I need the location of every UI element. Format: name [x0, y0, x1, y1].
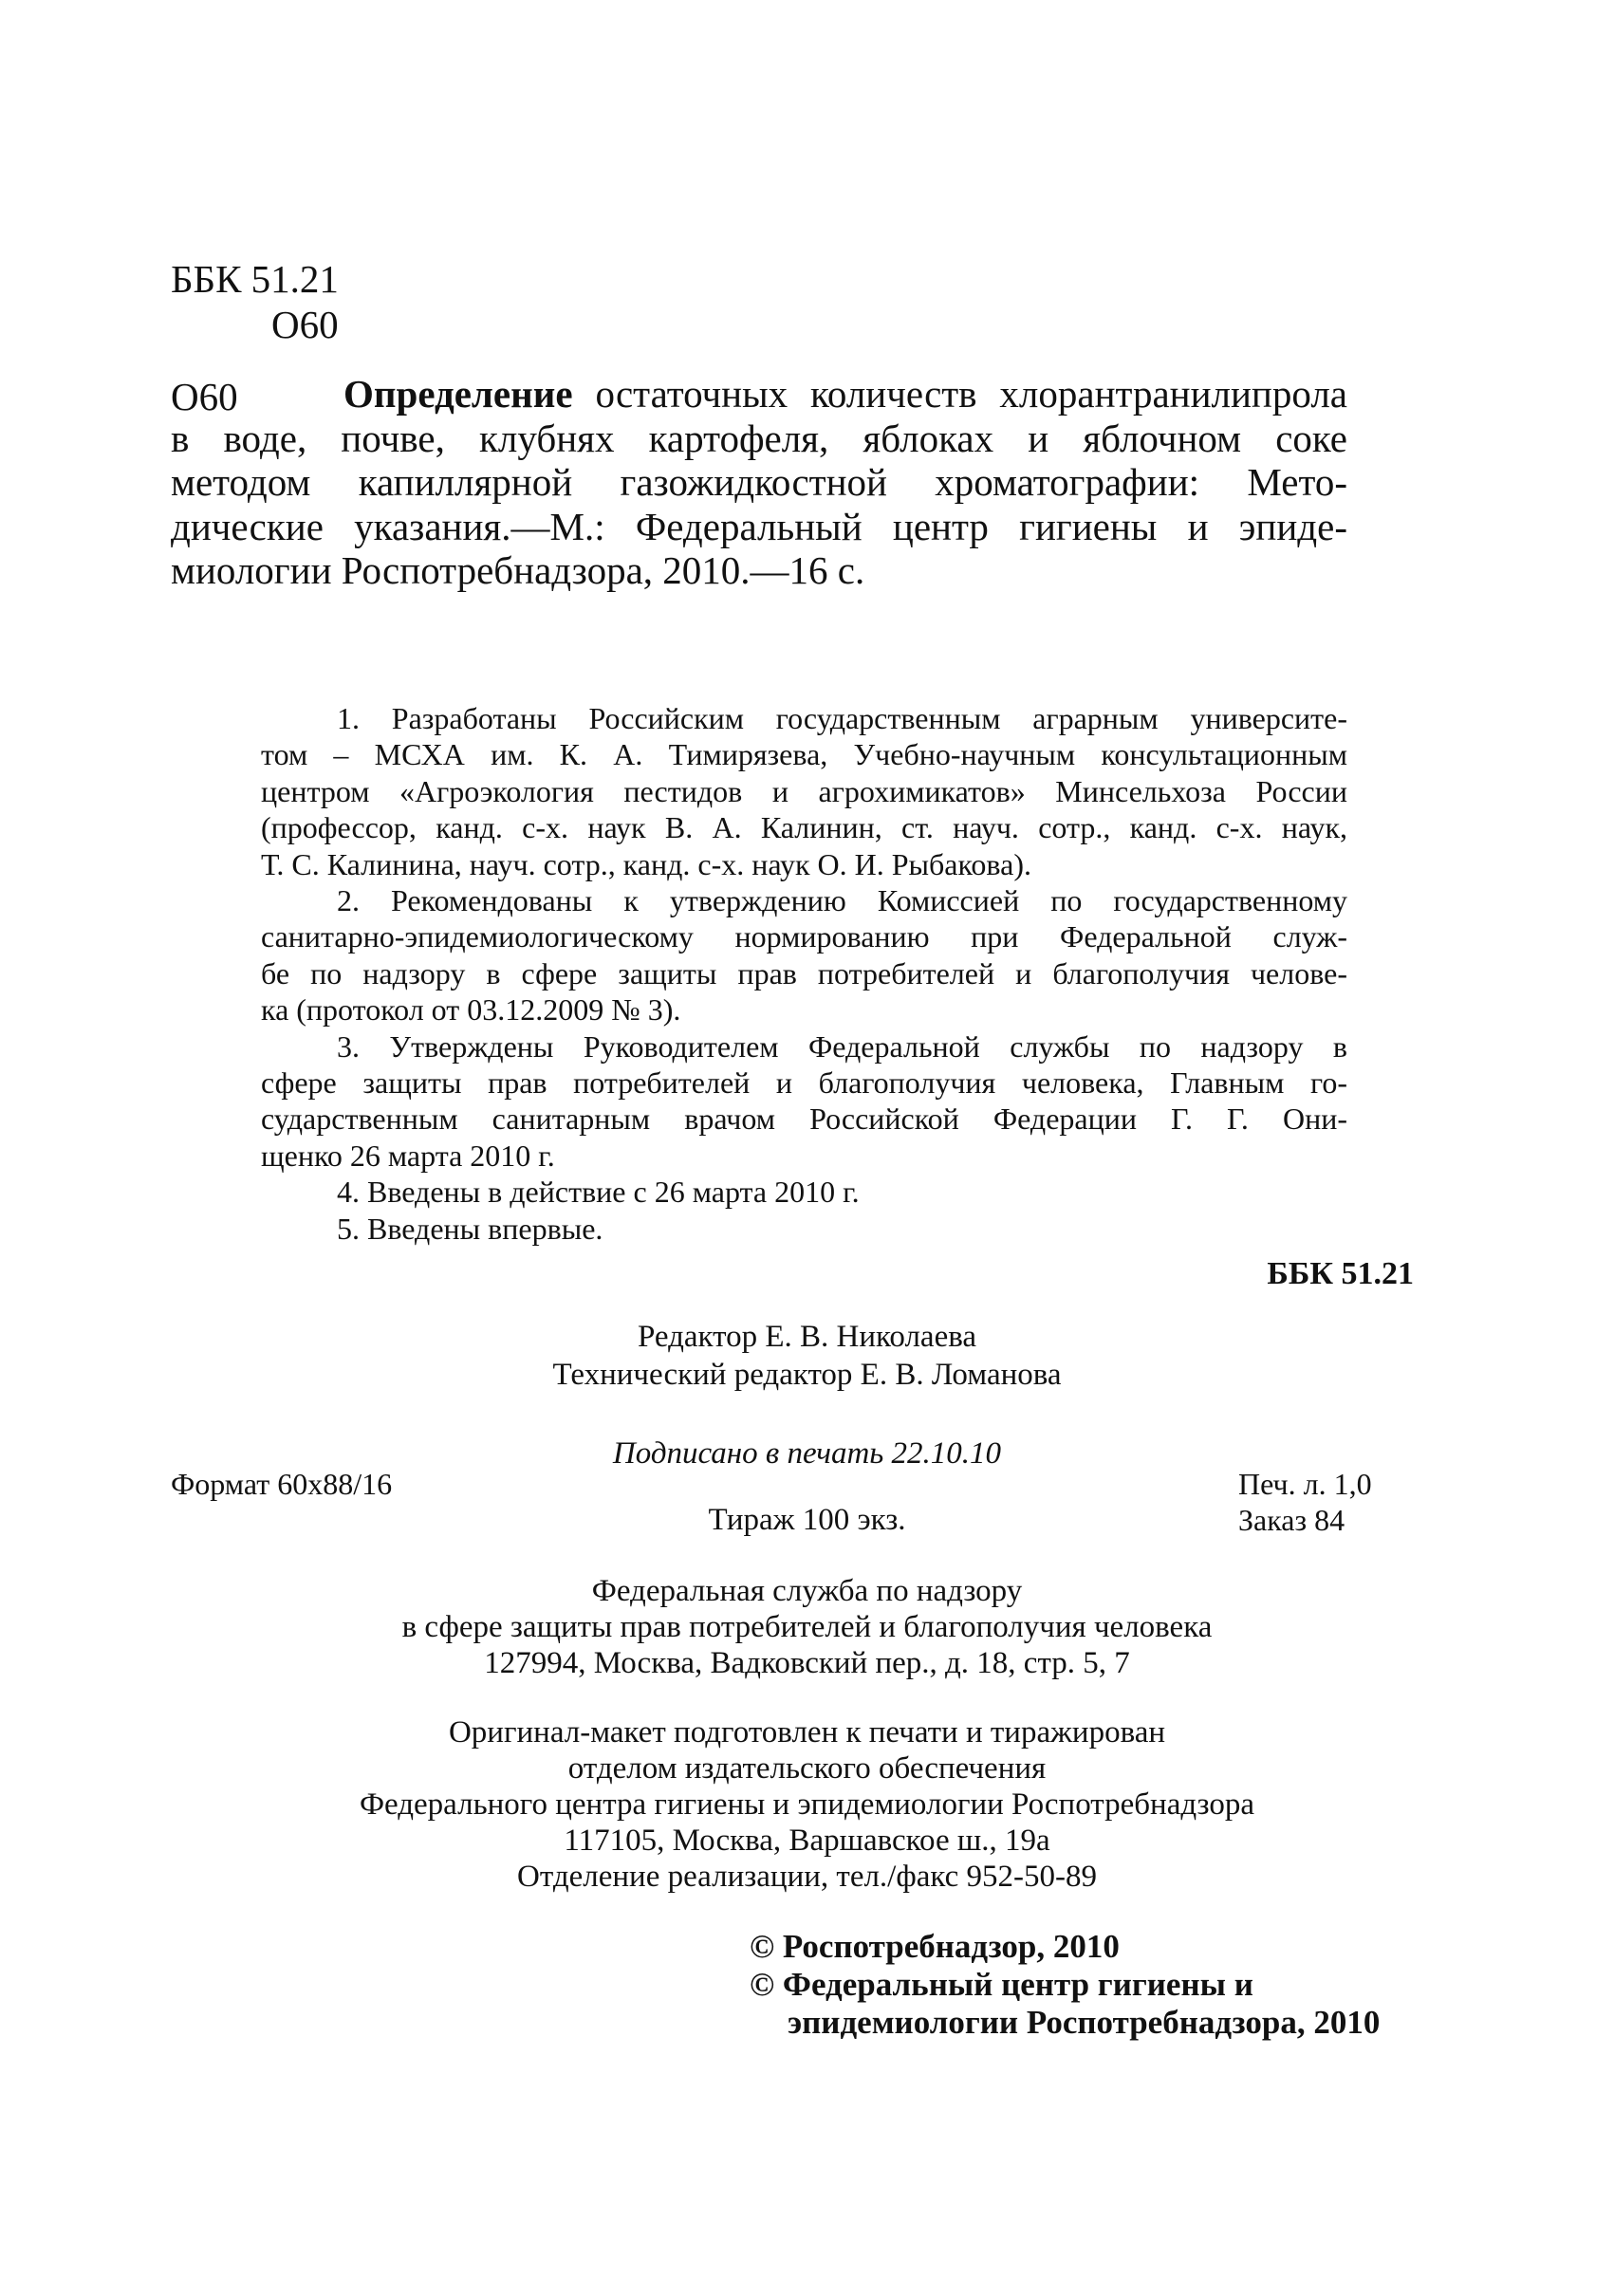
note-line: бе по надзору в сфере защиты прав потребителей и благополучия челове-: [261, 955, 1347, 991]
note-line: Т. С. Калинина, науч. сотр., канд. с-х. наук О. И. Рыбакова).: [261, 846, 1031, 881]
printer-address: 117105, Москва, Варшавское ш., 19а: [564, 1824, 1050, 1858]
author-code-left: О60: [171, 375, 238, 418]
tech-editor-line: Технический редактор Е. В. Ломанова: [552, 1358, 1062, 1392]
author-code: О60: [271, 303, 339, 346]
order-text: Заказ 84: [1238, 1503, 1345, 1537]
bibliographic-description: [171, 372, 1347, 593]
bbk-code-top: ББК 51.21: [171, 257, 339, 301]
note-line: (профессор, канд. с-х. наук В. А. Калинин, ст. науч. сотр., канд. с-х. наук,: [261, 810, 1347, 845]
biblio-line-text: остаточных количеств хлорантранилипрола: [572, 372, 1347, 416]
copyright-line: © Роспотребнадзор, 2010: [750, 1928, 1120, 1965]
publisher-address: 127994, Москва, Вадковский пер., д. 18, стр. 5, 7: [484, 1646, 1130, 1680]
note-line: 3. Утверждены Руководителем Федеральной службы по надзору в: [337, 1028, 1347, 1064]
printer-line: отделом издательского обеспечения: [567, 1751, 1047, 1786]
sheets-text: Печ. л. 1,0: [1238, 1467, 1372, 1501]
note-line: 4. Введены в действие с 26 марта 2010 г.: [337, 1175, 860, 1210]
format-text: Формат 60х88/16: [171, 1467, 393, 1501]
publisher-line: Федеральная служба по надзору: [591, 1574, 1023, 1608]
copyright-line: эпидемиологии Роспотребнадзора, 2010: [788, 2004, 1381, 2041]
note-line: ка (протокол от 03.12.2009 № 3).: [261, 992, 681, 1028]
note-line: щенко 26 марта 2010 г.: [261, 1138, 555, 1173]
copyright-line: © Федеральный центр гигиены и: [750, 1966, 1253, 2003]
publisher-line: в сфере защиты прав потребителей и благополучия человека: [401, 1610, 1213, 1644]
sales-department: Отделение реализации, тел./факс 952-50-89: [517, 1860, 1097, 1894]
notes-section: [261, 700, 1347, 1247]
note-line: том – МСХА им. К. А. Тимирязева, Учебно-научным консультационным: [261, 737, 1347, 772]
printer-line: Федерального центра гигиены и эпидемиологии Роспотребнадзора: [359, 1787, 1255, 1822]
bbk-code-bottom: ББК 51.21: [1267, 1256, 1414, 1291]
note-line: санитарно-эпидемиологическому нормированию при Федеральной служ-: [261, 919, 1347, 954]
biblio-line: в воде, почве, клубнях картофеля, яблоках и яблочном соке: [171, 416, 1347, 460]
note-line: 2. Рекомендованы к утверждению Комиссией по государственному: [337, 883, 1347, 918]
printer-line: Оригинал-макет подготовлен к печати и тиражирован: [448, 1715, 1166, 1750]
note-line: сударственным санитарным врачом Российской Федерации Г. Г. Они-: [261, 1102, 1347, 1137]
note-line: 1. Разработаны Российским государственным аграрным университе-: [337, 701, 1347, 735]
biblio-line: [171, 372, 1347, 417]
biblio-line: дические указания.—М.: Федеральный центр гигиены и эпиде-: [171, 504, 1347, 548]
note-line: сфере защиты прав потребителей и благополучия человека, Главным го-: [261, 1065, 1347, 1101]
biblio-line: методом капиллярной газожидкостной хроматографии: Мето-: [171, 460, 1347, 504]
title-bold: Определение: [343, 372, 573, 416]
signed-to-print: Подписано в печать 22.10.10: [612, 1436, 1002, 1471]
note-line: 5. Введены впервые.: [337, 1211, 603, 1246]
print-run: Тираж 100 экз.: [708, 1503, 906, 1537]
note-line: центром «Агроэкология пестидов и агрохимикатов» Минсельхоза России: [261, 773, 1347, 808]
biblio-line: миологии Роспотребнадзора, 2010.—16 с.: [171, 548, 865, 592]
editor-line: Редактор Е. В. Николаева: [637, 1320, 977, 1354]
